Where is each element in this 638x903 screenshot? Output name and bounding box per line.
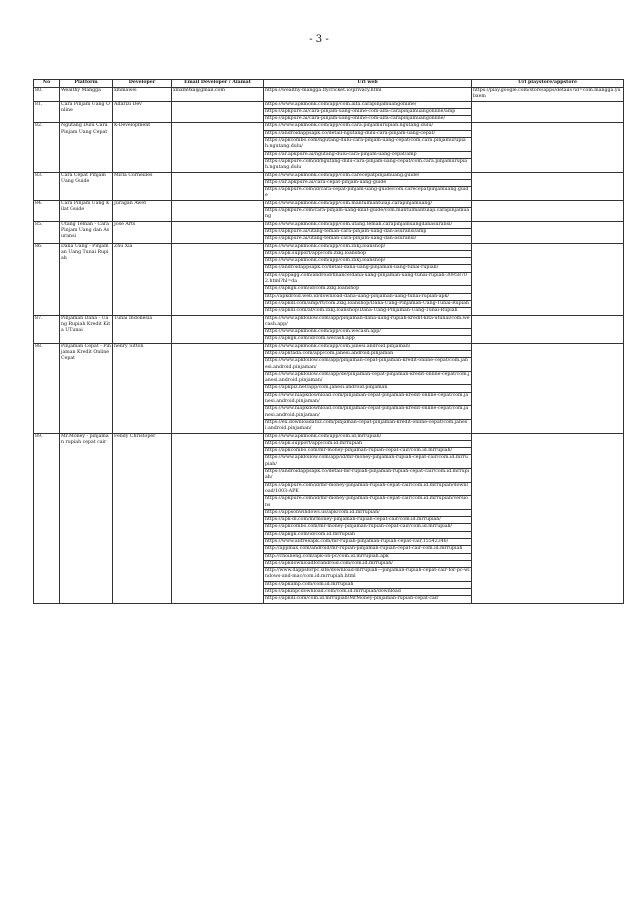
url-store-link xyxy=(472,172,624,200)
url-web-link[interactable]: https://www.apkmonk.com/app/com.utang.teman.carapinjamuangdanasuransi/ xyxy=(264,221,472,228)
url-web-link[interactable]: https://androidappsapk.co/detail-ngutang-dulu-cara-pinjam-uang-cepat/ xyxy=(264,130,472,137)
url-store-link xyxy=(472,101,624,123)
url-web-link[interactable]: https://www.apkfollow.com/app/pinjaman-dana-uang-rupiah-kredit-kita-utunai/com.wecash.app/ xyxy=(265,315,470,327)
email-cell xyxy=(172,172,264,200)
email-cell xyxy=(172,343,264,433)
url-store-link xyxy=(472,243,624,315)
url-web-link[interactable]: http://appmax.com/android/mr-rupiah-pinjaman-rupiah-cepat-cair-com.id.mrrupiah xyxy=(264,546,472,553)
platform-cell: Pinjaman Dana - Uang Rupiah Kredit Kita UTunai xyxy=(60,315,113,343)
url-web-link[interactable]: https://androidappsapk.co/detail-dana-uang-pinjaman-uang-tunai-rupiah/ xyxy=(264,265,472,272)
row-number: 84. xyxy=(34,200,60,221)
url-store-link xyxy=(472,221,624,243)
platform-cell: Cara Pinjam Uang Kilat Guide xyxy=(60,200,113,221)
url-web-link[interactable]: https://apkcombo.com/mr-money-pinjaman-rupiah-cepat-cair/com.id.mrrupiah/ xyxy=(264,448,472,455)
url-web-link[interactable]: https://wealthy-mangga.flycricket.io/privacy.html xyxy=(264,88,472,102)
url-web-link[interactable]: https://apkgk.com/id/com.wecash.app xyxy=(264,336,472,343)
url-web-link[interactable]: https://ex.downloadatoz.com/pinjaman-cepat-pinjaman-kredit-online-cepat/com.janesi.android.pinjaman/ xyxy=(264,419,472,433)
url-store-link[interactable]: https://play.google.com/store/apps/details?id=com.mangga.yubxem xyxy=(472,88,624,102)
url-web-link[interactable]: https://apkpure.com/id/cara-cepat-pinjam-uang-guide/com.carecepatpinjamuang.guide xyxy=(264,187,472,201)
table-row xyxy=(34,172,624,179)
url-store-link xyxy=(472,200,624,221)
url-web-link[interactable]: https://apkpure.com/id/ngutang-dulu-cara-pinjam-uang-cepat/com.cara.pinjamurupiah.ngutang.dulu xyxy=(264,158,472,172)
developer-cell: Jose Arts xyxy=(113,221,172,243)
row-number: 81. xyxy=(34,101,60,123)
table-body xyxy=(34,88,624,604)
email-cell xyxy=(172,101,264,123)
url-web-link[interactable]: https://www.hiapkdownload.com/pinjaman-cepat-pinjaman-kredit-online-cepat/com.janesi.android.pinjaman/ xyxy=(264,406,472,420)
url-web-link[interactable]: https://apk.support/app/com.id.mrrupiah xyxy=(264,440,472,447)
url-web-link[interactable]: https://www.apkmonk.com/app/com.alfa.carapinjamuangonline/ xyxy=(264,101,472,108)
url-web-link[interactable]: https://apkdl.com/com.id.mrrupiah/MrMoney-pinjaman-rupiah-cepat-cair xyxy=(264,596,472,603)
url-web-link[interactable]: https://www.apkfollow.com/app/id/mr-money-pinjaman-rupiah-cepat-cair/com.id.mrrupiah/ xyxy=(264,455,472,469)
url-web-link[interactable]: https://apkpure.ai/cara-pinjam-uang-online-com-alfa-carapinjamuangonline/amp xyxy=(264,108,472,115)
table-row xyxy=(34,433,624,440)
developer-cell: Tunai Indonesia xyxy=(113,315,172,343)
url-web-link[interactable]: https://apkgk.com/id/com.zxkj.loanshop xyxy=(264,286,472,293)
url-web-link[interactable]: https://apkdownloadforandroid.com/com.id.mrrupiah/ xyxy=(264,560,472,567)
url-web-link[interactable]: https://www.apkmonk.com/app/com.cara.pinjamurupiah.ngutang.dulu/ xyxy=(264,123,472,130)
url-store-link xyxy=(472,343,624,433)
app-listing-table xyxy=(33,79,624,604)
url-web-link[interactable]: https://www.apkmonk.com/app/com.carecepatpinjamuang.guide/ xyxy=(264,172,472,179)
row-number: 88. xyxy=(34,343,60,433)
header-platform: Platform xyxy=(60,80,113,88)
row-number: 82. xyxy=(34,123,60,172)
row-number: 89. xyxy=(34,433,60,603)
platform-cell: Dana Uang - Pinjaman Uang Tunai Rupiah xyxy=(60,243,113,315)
url-web-link[interactable]: https://www.apkmonk.com/app/com.zxkj.loanshop/ xyxy=(264,258,472,265)
url-web-link[interactable]: https://apkpure.ai/utang-teman-cara-pinjam-uang-dan-asuransi/amp xyxy=(264,228,472,235)
developer-cell: Zhu Xia xyxy=(113,243,172,315)
url-web-link[interactable]: https://androidappsapk.co/detail-mr-rupiah-pinjaman-rupiah-cepat-cair/com.id.mrrupiah/ xyxy=(264,469,472,483)
url-web-link[interactable]: https://ar.apkpure.ai/ngutang-dulu-cara-pinjam-uang-cepat/amp xyxy=(264,151,472,158)
url-web-link[interactable]: https://apktada.com/app/com.janesi.android.pinjaman xyxy=(264,350,472,357)
developer-cell: Mirla Corneilles xyxy=(113,172,172,200)
url-web-link[interactable]: https://apkpure.com/id/mr-money-pinjaman-rupiah-cepat-cair/com.id.mrrupiah/versions xyxy=(264,496,472,510)
table-row xyxy=(34,343,624,350)
url-web-link[interactable]: http://www.dappsforpc.site/download-mrrupiah---pinjaman-rupiah-cepat-cair-for-pc-windows-and-mac/com.id.mrrupiah.html xyxy=(265,568,470,580)
url-web-link[interactable]: https://apkpure.ai/utang-teman-cara-pinjam-uang-dan-asuransi/ xyxy=(264,236,472,243)
url-web-link[interactable]: https://ar.apkpure.ai/cara-cepat-pinjam-uang-guide xyxy=(264,179,472,186)
url-web-link[interactable]: https://apkpure.com/cara-pinjam-uang-kilat-guide/com.mantulmantulaji.carapinjamuang xyxy=(264,208,472,222)
email-cell xyxy=(172,123,264,172)
url-web-link[interactable]: https://apkcombo.com/ngutang-dulu-cara-pinjam-uang-cepat/com.cara.pinjamurupiah.ngutang.dulu/ xyxy=(264,138,472,152)
url-web-link[interactable]: https://apkplz.net/app/com.janesi.android.pinjaman xyxy=(264,385,472,392)
email-cell xyxy=(172,221,264,243)
platform-cell: Wealthy Mangga xyxy=(60,88,113,102)
table-row xyxy=(34,243,624,250)
url-web-link[interactable]: https://www.allfreeapk.com/mr-rupiah-pinjaman-rupiah-cepat-cair,15542346/ xyxy=(264,539,472,546)
table-row xyxy=(34,88,624,102)
url-web-link[interactable]: https://www.apkmonk.com/app/com.zxkj.loanshop/ xyxy=(264,243,472,250)
email-cell xyxy=(172,200,264,221)
platform-cell: Cara Cepat Pinjam Uang Guide xyxy=(60,172,113,200)
url-web-link[interactable]: http://choilieng.com/apk-on-pc/com.id.mrrupiah.apk xyxy=(264,553,472,560)
url-web-link[interactable]: https://www.apkfollow.com/app/pinjaman-cepat-pinjaman-kredit-online-cepat/com.janesi.android.pinjaman/ xyxy=(264,358,472,372)
url-web-link[interactable]: https://www.hiapkdownload.com/pinjaman-cepat-pinjaman-kredit-online-cepat/com.janesi.android.pinjaman/ xyxy=(264,392,472,406)
page-number: - 3 - xyxy=(309,34,329,45)
table-row xyxy=(34,315,624,329)
url-web-link[interactable]: https://www.apkmonk.com/app/com.mantulmantulaji.carapinjamuang/ xyxy=(264,200,472,207)
row-number: 83. xyxy=(34,172,60,200)
url-store-link xyxy=(472,123,624,172)
row-number: 85. xyxy=(34,221,60,243)
table-header-row xyxy=(34,80,624,88)
url-web-link[interactable]: https://appsonwindows.us/apk/com.id.mrrupiah/ xyxy=(264,509,472,516)
url-web-link[interactable]: https://www.apkmonk.com/app/com.janesi.android.pinjaman/ xyxy=(264,343,472,350)
header-developer: Developer xyxy=(113,80,172,88)
url-web-link[interactable]: https://apkpure.com/id/mr-money-pinjaman-rupiah-cepat-cair/com.id.mrrupiah/download/1003-APK xyxy=(264,482,472,496)
url-store-link xyxy=(472,315,624,343)
url-web-link[interactable]: https://apkcombo.com/mr-money-pinjaman-rupiah-cepat-cair/com.id.mrrupiah/ xyxy=(264,524,472,531)
row-number: 80. xyxy=(34,88,60,102)
url-web-link[interactable]: https://apkdl.com/amp/rt/com.zxkj.loanshop/Dana-Uang-Pinjaman-Uang-Tunai-Rupiah xyxy=(264,300,472,307)
platform-cell: Cara Pinjam Uang Online xyxy=(60,101,113,123)
table-row xyxy=(34,101,624,108)
email-cell xyxy=(172,315,264,343)
url-web-link[interactable]: https://appagg.com/android/finance/dana-uang-pinjaman-uang-tunai-rupiah-30958702.html?hl=da xyxy=(264,272,472,286)
row-number: 87. xyxy=(34,315,60,343)
url-web-link[interactable]: https://apkgk.com/id/com.id.mrrupiah xyxy=(264,531,472,538)
url-web-link[interactable]: https://apkdl.com/af/com.zxkj.loanshop/Dana-Uang-Pinjaman-Uang-Tunai-Rupiah xyxy=(264,308,472,315)
platform-cell: Mr.Money - pinjaman rupiah cepat cair xyxy=(60,433,113,603)
url-web-link[interactable]: https://apkamp.com/com.id.mrrupiah xyxy=(264,581,472,588)
developer-cell: henry Sitton xyxy=(113,343,172,433)
header-no: No xyxy=(34,80,60,88)
table-row xyxy=(34,221,624,228)
url-web-link[interactable]: https://apkpure.ai/cara-pinjam-uang-online-com-alfa-carapinjamuangonline/ xyxy=(264,116,472,123)
developer-cell: Alfarizi Dev xyxy=(113,101,172,123)
url-web-link[interactable]: http://apkdroid.web.id/download-dana-uang-pinjaman-uang-tunai-rupiah-apk/ xyxy=(264,293,472,300)
table-row xyxy=(34,123,624,130)
platform-cell: Pinjaman Cepat - Pinjaman Kredit Online Cepat xyxy=(60,343,113,433)
url-web-link[interactable]: https://apk.support/app/com.zxkj.loanshop xyxy=(264,250,472,257)
header-url-store: Url playstore/appstore xyxy=(472,80,624,88)
email-cell: xmxm9xa@gmail.com xyxy=(172,88,264,102)
developer-cell: Juragan Awet xyxy=(113,200,172,221)
url-web-link[interactable]: https://apk-dl.com/mrmoney-pinjaman-rupiah-cepat-cair/com.id.mrrupiah/ xyxy=(264,517,472,524)
url-web-link[interactable]: https://apkinpcdownload.com/com.id.mrrupiah/download xyxy=(264,589,472,596)
email-cell xyxy=(172,243,264,315)
row-number: 86. xyxy=(34,243,60,315)
url-web-link[interactable]: https://www.apkfollow.com/app/de/pinjaman-cepat-pinjaman-kredit-online-cepat/com.janesi.android.pinjaman/ xyxy=(264,371,472,385)
url-web-link[interactable]: https://www.apkmonk.com/app/com.id.mrrupiah/ xyxy=(264,433,472,440)
url-store-link xyxy=(472,433,624,603)
platform-cell: Utang Teman - Cara Pinjam Uang dan Asuransi xyxy=(60,221,113,243)
developer-cell: Fendy Christoper xyxy=(113,433,172,603)
email-cell xyxy=(172,433,264,603)
developer-cell: K-Development xyxy=(113,123,172,172)
header-email: Email Developer / Alamat xyxy=(172,80,264,88)
url-web-link[interactable]: https://www.apkmonk.com/app/com.wecash.app/ xyxy=(264,329,472,336)
developer-cell: xmmawei xyxy=(113,88,172,102)
header-url-web: Url web xyxy=(264,80,472,88)
table-row xyxy=(34,200,624,207)
platform-cell: Ngutang Dulu Cara Pinjam Uang Cepat xyxy=(60,123,113,172)
